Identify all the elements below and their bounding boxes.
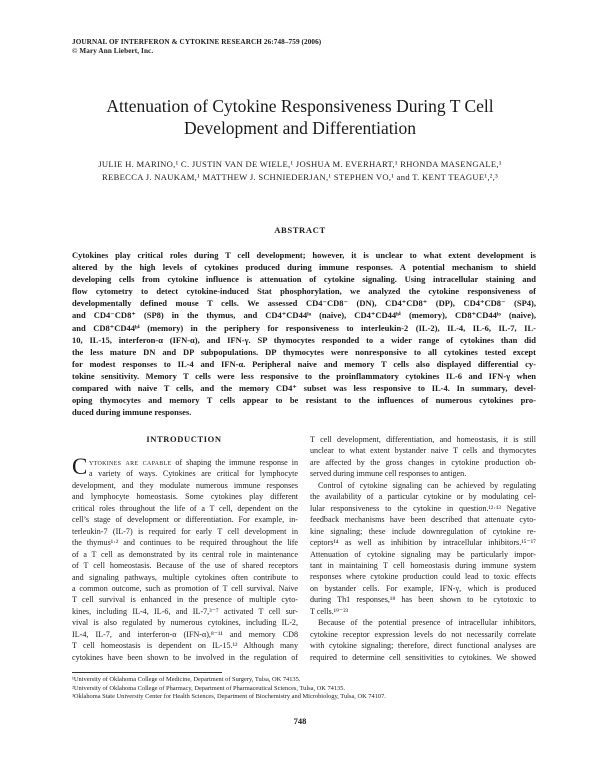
body-line: responses where cytokine production could lead to toxic effects [310, 572, 536, 582]
body-line: of T cell homeostasis. Because of the use of shared receptors [72, 561, 298, 571]
abstract-line: duced during immune responses. [72, 407, 192, 418]
body-line: cytokine receptor expression levels do not necessarily correlate [310, 629, 536, 639]
abstract-line: 10, IL-15, interferon-α (IFN-α), and IFN-γ. SP thymocytes responded to a wider range of cytokines than did [72, 334, 536, 345]
body-line: a common outcome, such as promotion of T cell survival. Naive [72, 583, 298, 593]
abstract-line: and CD4⁻CD8⁺ (SP8) in the thymus, and CD4⁺CD44ˡᵒ (naive), CD4⁺CD44ʰⁱ (memory), CD8⁺CD44ˡᵒ (naive), [72, 310, 536, 321]
introduction-heading: INTRODUCTION [146, 434, 222, 444]
abstract-line: compared with naive T cells, and the memory CD4⁺ subset was less responsive to IL-4. In summary, devel- [72, 383, 536, 394]
title-line-1: Attenuation of Cytokine Responsiveness During T Cell [106, 96, 494, 116]
body-line: and lymphocyte homeostasis. Some cytokines play different [72, 492, 298, 502]
body-line: the availability of a particular cytokine or by modulating cel- [310, 492, 536, 502]
body-line: Because of the potential presence of intracellular inhibitors, [318, 618, 536, 628]
abstract-line: oping thymocytes and memory T cells appear to be resistant to the influences of numerous cytokines pro- [72, 395, 536, 406]
body-line: kines, including IL-4, IL-6, and IL-7,³⁻⁷ activated T cell sur- [72, 606, 298, 616]
author-list [60, 158, 540, 184]
abstract-line: developmentally defined mouse T cells. We assessed CD4⁻CD8⁻ (DN), CD4⁺CD8⁺ (DP), CD4⁺CD8⁻ (SP4), [72, 298, 536, 309]
body-line: ceptors¹⁴ as well as inhibition by intracellular inhibitors.¹⁵⁻¹⁷ [310, 538, 536, 548]
footnote-1: ¹University of Oklahoma College of Medicine, Department of Surgery, Tulsa, OK 74135. [72, 676, 301, 683]
authors-line-2: REBECCA J. NAUKAM,¹ MATTHEW J. SCHNIEDERJAN,¹ STEPHEN VO,¹ and T. KENT TEAGUE¹,²,³ [102, 172, 498, 182]
body-line: T cell survival is enhanced in the presence of multiple cyto- [72, 595, 298, 605]
abstract-line: for modest responses to IL-4 and IFN-α. Peripheral naive and memory T cells also displayed differential cy- [72, 358, 536, 369]
drop-cap: C [72, 454, 88, 479]
page-number: 748 [293, 716, 307, 726]
body-line: and signaling pathways, multiple cytokines often contribute to [72, 572, 298, 582]
first-line-rest: of shaping the immune response in [171, 458, 298, 467]
abstract-line: and CD8⁺CD44ʰⁱ (memory) in the periphery for responsiveness to interleukin-2 (IL-2), IL-4, IL-6, IL-7, IL- [72, 322, 536, 333]
abstract-line: altered by the high levels of cytokines produced during immune responses. A potential mechanism to shield [72, 262, 536, 273]
body-line: cell’s stage of development or differentiation. For example, in- [72, 515, 298, 525]
body-line: a variety of ways. Cytokines are critical for lymphocyte [89, 469, 298, 479]
body-line: T cell development, differentiation, and homeostasis, it is still [310, 435, 536, 444]
abstract-body [72, 249, 536, 418]
body-line: lular responsiveness to the cytokine in question.¹²·¹³ Negative [310, 503, 536, 513]
body-line: T cells.¹⁹⁻²³ [310, 606, 349, 616]
abstract-line: the less mature DN and DP subpopulations. DP thymocytes were nonresponsive to all cytokines tested except [72, 346, 536, 357]
body-line: Control of cytokine signaling can be achieved by regulating [318, 480, 536, 490]
body-line: T cell homeostasis is dependent on IL-15.¹² Although many [72, 641, 298, 651]
body-line: with cytokine signaling; therefore, direct functional analyses are [310, 641, 536, 651]
abstract-line: Cytokines play critical roles during T cell development; however, it is unclear to what extent development is [72, 250, 536, 260]
body-line: cytokines have been shown to be involved in the regulation of [72, 652, 298, 662]
body-line: required to determine cell sensitivities to cytokines. We showed [310, 652, 536, 662]
authors-line-1: JULIE H. MARINO,¹ C. JUSTIN VAN DE WIELE,¹ JOSHUA M. EVERHART,¹ RHONDA MASENGALE,¹ [98, 159, 502, 169]
body-line: served during immune cell responses to antigen. [310, 469, 467, 479]
left-column [72, 454, 298, 663]
body-line: of a T cell as demonstrated by its central role in maintenance [72, 549, 298, 559]
footnote-3: ³Oklahoma State University Center for Health Sciences, Department of Biochemistry and Microbiology, Tulsa, OK 74107. [72, 693, 386, 701]
paper-title [60, 95, 540, 139]
journal-header [72, 38, 321, 56]
body-line: IL-4, IL-7, and interferon-α (IFN-α),⁸⁻¹¹ and memory CD8 [72, 629, 298, 639]
body-line: terleukin-7 (IL-7) is required for early T cell development in [72, 526, 298, 536]
body-line: Attenuation of cytokine signaling may be particularly impor- [310, 549, 536, 559]
small-caps-lead: ytokines are capable [89, 458, 172, 467]
body-line: tant in maintaining T cell homeostasis during immune system [310, 560, 536, 570]
abstract-line: developing cells from cytokine influence is attenuation of cytokine signaling. Using intracellular staining and [72, 274, 536, 285]
abstract-line: flow cytometry to detect cytokine-induced Stat phosphorylation, we analyzed the cytokine responsiveness of [72, 286, 536, 297]
body-line: are affected by the gross changes in cytokine production ob- [310, 457, 536, 467]
right-column [310, 434, 536, 663]
copyright-line: © Mary Ann Liebert, Inc. [72, 47, 154, 55]
body-line: the thymus¹·² and continues to be required throughout the life [72, 538, 298, 548]
title-line-2: Development and Differentiation [184, 118, 416, 138]
body-line: kine signaling; these include downregulation of cytokine re- [310, 526, 536, 536]
first-line [72, 457, 298, 468]
journal-name: JOURNAL OF INTERFERON & CYTOKINE RESEARCH 26:748–759 (2006) [72, 38, 322, 46]
affiliation-footnotes [72, 676, 386, 702]
footnote-divider [72, 672, 222, 673]
abstract-line: tokine sensitivity. Memory T cells were less responsive to the proinflammatory cytokines IL-6 and IFN-γ when [72, 370, 536, 381]
body-line: on bystander cells. For example, IFN-γ, which is produced [310, 583, 536, 593]
body-line: vival is also regulated by numerous cytokines, including IL-2, [72, 618, 298, 628]
body-line: feedback mechanisms have been described that attenuate cyto- [310, 515, 536, 525]
footnote-2: ²University of Oklahoma College of Pharmacy, Department of Pharmaceutical Sciences, Tulsa, OK 74135. [72, 684, 346, 692]
body-line: unclear to what extent bystander naive T cells and thymocytes [310, 446, 536, 456]
body-line: critical roles throughout the life of a T cell, dependent on the [72, 503, 298, 513]
abstract-heading: ABSTRACT [274, 225, 326, 235]
body-line: during Th1 responses,¹⁸ has been shown to be cytotoxic to [310, 595, 536, 605]
body-line: development, and they modulate numerous immune responses [72, 480, 298, 490]
